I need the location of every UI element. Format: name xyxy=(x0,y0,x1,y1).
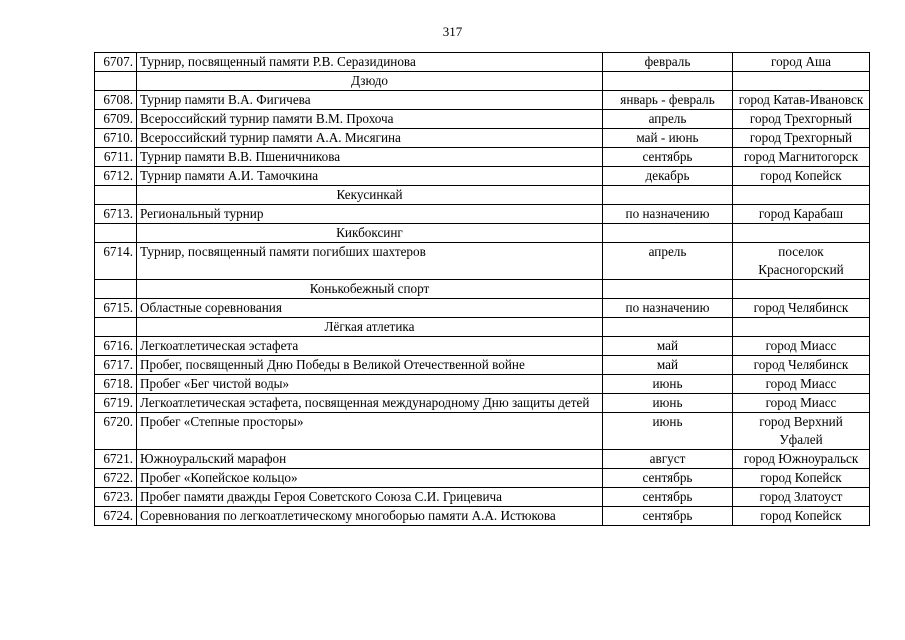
event-name: Турнир, посвященный памяти погибших шахтеров xyxy=(137,243,603,280)
event-date: сентябрь xyxy=(603,469,733,488)
date-cell xyxy=(603,186,733,205)
event-name: Турнир памяти В.А. Фигичева xyxy=(137,91,603,110)
date-cell xyxy=(603,224,733,243)
event-name: Всероссийский турнир памяти А.А. Мисягина xyxy=(137,129,603,148)
event-place: город Челябинск xyxy=(733,356,870,375)
date-cell xyxy=(603,318,733,337)
event-date: июнь xyxy=(603,394,733,413)
event-date: декабрь xyxy=(603,167,733,186)
event-date: сентябрь xyxy=(603,507,733,526)
table-row xyxy=(95,129,870,148)
event-place: город Миасс xyxy=(733,375,870,394)
date-cell xyxy=(603,72,733,91)
event-date: май xyxy=(603,337,733,356)
event-date: апрель xyxy=(603,243,733,280)
event-date: сентябрь xyxy=(603,488,733,507)
event-name: Пробег, посвященный Дню Победы в Великой Отечественной войне xyxy=(137,356,603,375)
event-place: город Челябинск xyxy=(733,299,870,318)
row-number-cell xyxy=(95,72,137,91)
event-date: июнь xyxy=(603,375,733,394)
page-number: 317 xyxy=(442,24,463,39)
row-number: 6711. xyxy=(95,148,137,167)
event-place: город Копейск xyxy=(733,507,870,526)
section-title: Кикбоксинг xyxy=(137,224,603,243)
event-date: сентябрь xyxy=(603,148,733,167)
row-number: 6723. xyxy=(95,488,137,507)
row-number: 6707. xyxy=(95,53,137,72)
event-place: город Южноуральск xyxy=(733,450,870,469)
event-name: Областные соревнования xyxy=(137,299,603,318)
place-cell xyxy=(733,186,870,205)
event-date: январь - февраль xyxy=(603,91,733,110)
row-number: 6719. xyxy=(95,394,137,413)
event-name: Турнир, посвященный памяти Р.В. Серазидинова xyxy=(137,53,603,72)
event-date: июнь xyxy=(603,413,733,450)
row-number: 6721. xyxy=(95,450,137,469)
row-number: 6720. xyxy=(95,413,137,450)
table-row xyxy=(95,110,870,129)
row-number: 6722. xyxy=(95,469,137,488)
row-number-cell xyxy=(95,186,137,205)
table-row xyxy=(95,205,870,224)
row-number: 6716. xyxy=(95,337,137,356)
row-number: 6717. xyxy=(95,356,137,375)
events-table-body xyxy=(95,53,870,526)
table-row xyxy=(95,394,870,413)
table-row xyxy=(95,243,870,280)
event-name: Региональный турнир xyxy=(137,205,603,224)
event-place: поселок Красногорский xyxy=(733,243,870,280)
section-row xyxy=(95,186,870,205)
section-row xyxy=(95,280,870,299)
table-row xyxy=(95,507,870,526)
event-place: город Аша xyxy=(733,53,870,72)
event-place: город Копейск xyxy=(733,469,870,488)
event-place: город Копейск xyxy=(733,167,870,186)
event-place: город Миасс xyxy=(733,337,870,356)
section-title: Конькобежный спорт xyxy=(137,280,603,299)
events-table xyxy=(94,52,870,526)
section-row xyxy=(95,224,870,243)
event-name: Турнир памяти А.И. Тамочкина xyxy=(137,167,603,186)
event-date: февраль xyxy=(603,53,733,72)
table-row xyxy=(95,413,870,450)
event-place: город Миасс xyxy=(733,394,870,413)
event-name: Легкоатлетическая эстафета, посвященная международному Дню защиты детей xyxy=(137,394,603,413)
event-date: май - июнь xyxy=(603,129,733,148)
row-number: 6714. xyxy=(95,243,137,280)
table-row xyxy=(95,469,870,488)
section-title: Дзюдо xyxy=(137,72,603,91)
event-name: Пробег «Копейское кольцо» xyxy=(137,469,603,488)
event-place: город Карабаш xyxy=(733,205,870,224)
event-date: август xyxy=(603,450,733,469)
event-name: Пробег памяти дважды Героя Советского Союза С.И. Грицевича xyxy=(137,488,603,507)
section-row xyxy=(95,318,870,337)
event-name: Легкоатлетическая эстафета xyxy=(137,337,603,356)
event-place: город Катав-Ивановск xyxy=(733,91,870,110)
table-row xyxy=(95,148,870,167)
table-row xyxy=(95,299,870,318)
table-row xyxy=(95,91,870,110)
table-row xyxy=(95,488,870,507)
table-row xyxy=(95,167,870,186)
section-row xyxy=(95,72,870,91)
table-row xyxy=(95,375,870,394)
event-name: Южноуральский марафон xyxy=(137,450,603,469)
section-title: Лёгкая атлетика xyxy=(137,318,603,337)
row-number: 6713. xyxy=(95,205,137,224)
event-place: город Златоуст xyxy=(733,488,870,507)
date-cell xyxy=(603,280,733,299)
row-number-cell xyxy=(95,318,137,337)
event-name: Турнир памяти В.В. Пшеничникова xyxy=(137,148,603,167)
row-number: 6709. xyxy=(95,110,137,129)
row-number: 6715. xyxy=(95,299,137,318)
row-number-cell xyxy=(95,224,137,243)
event-name: Соревнования по легкоатлетическому многоборью памяти А.А. Истюкова xyxy=(137,507,603,526)
event-place: город Трехгорный xyxy=(733,110,870,129)
place-cell xyxy=(733,318,870,337)
event-date: апрель xyxy=(603,110,733,129)
place-cell xyxy=(733,72,870,91)
event-date: по назначению xyxy=(603,299,733,318)
row-number: 6712. xyxy=(95,167,137,186)
table-row xyxy=(95,356,870,375)
event-place: город Трехгорный xyxy=(733,129,870,148)
event-name: Всероссийский турнир памяти В.М. Прохоча xyxy=(137,110,603,129)
place-cell xyxy=(733,280,870,299)
event-date: по назначению xyxy=(603,205,733,224)
table-row xyxy=(95,337,870,356)
event-place: город Магнитогорск xyxy=(733,148,870,167)
row-number-cell xyxy=(95,280,137,299)
row-number: 6708. xyxy=(95,91,137,110)
place-cell xyxy=(733,224,870,243)
event-date: май xyxy=(603,356,733,375)
row-number: 6718. xyxy=(95,375,137,394)
row-number: 6710. xyxy=(95,129,137,148)
table-row xyxy=(95,53,870,72)
row-number: 6724. xyxy=(95,507,137,526)
event-place: город Верхний Уфалей xyxy=(733,413,870,450)
event-name: Пробег «Бег чистой воды» xyxy=(137,375,603,394)
table-row xyxy=(95,450,870,469)
event-name: Пробег «Степные просторы» xyxy=(137,413,603,450)
section-title: Кекусинкай xyxy=(137,186,603,205)
